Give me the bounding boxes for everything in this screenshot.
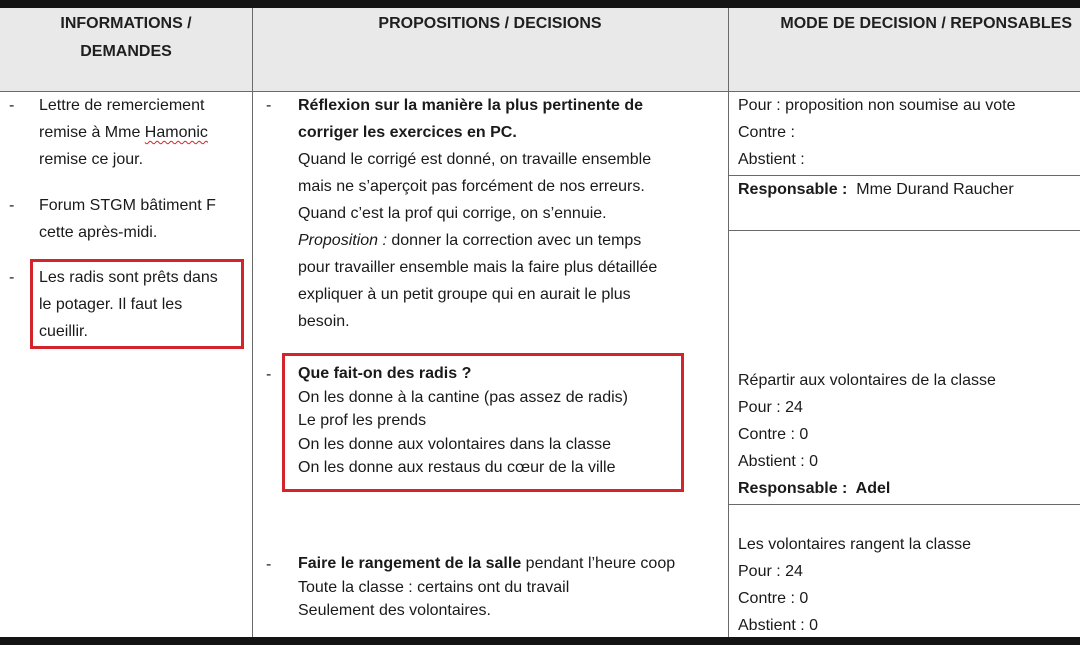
text-line: Lettre de remerciement <box>39 97 205 114</box>
info-item-forum <box>39 192 216 246</box>
vote-contre: Contre : <box>738 124 795 141</box>
text-line <box>298 227 657 254</box>
text-line: pour travailler ensemble mais la faire plus détaillée <box>298 259 658 276</box>
decision-text: Répartir aux volontaires de la classe <box>738 372 996 389</box>
text-line: On les donne aux restaus du cœur de la ville <box>298 459 616 476</box>
vote-abstient: Abstient : 0 <box>738 617 819 634</box>
column-divider <box>252 8 253 638</box>
bullet-dash: - <box>9 269 15 286</box>
vote-abstient: Abstient : <box>738 151 805 168</box>
proposal-title: corriger les exercices en PC. <box>298 124 517 141</box>
decision-text: Les volontaires rangent la classe <box>738 536 972 553</box>
header-propositions: PROPOSITIONS / DECISIONS <box>378 15 602 32</box>
vote-contre: Contre : 0 <box>738 426 809 443</box>
vote-pour: Pour : 24 <box>738 563 803 580</box>
text-line: le potager. Il faut les <box>39 296 183 313</box>
text-segment: pendant l’heure coop <box>521 555 676 572</box>
decision-responsable <box>738 176 1014 203</box>
text-line: Le prof les prends <box>298 412 427 429</box>
text-line: On les donne aux volontaires dans la classe <box>298 435 612 453</box>
top-border-bar <box>0 0 1080 8</box>
proposal-title: Réflexion sur la manière la plus pertinente de <box>298 97 643 114</box>
text-line: Quand c’est la prof qui corrige, on s’ennuie. <box>298 205 607 222</box>
spellcheck-word: Hamonic <box>144 124 208 141</box>
highlight-box-radis-info <box>30 259 244 349</box>
info-item-remerciement <box>39 92 208 173</box>
responsable-name: Mme Durand Raucher <box>847 181 1014 198</box>
responsable-label: Responsable : <box>738 480 848 497</box>
vote-pour: Pour : 24 <box>738 399 803 416</box>
vote-abstient: Abstient : 0 <box>738 453 819 470</box>
text-line: Quand le corrigé est donné, on travaille ensemble <box>298 151 652 168</box>
column-divider <box>728 8 729 638</box>
text-segment: donner la correction avec un temps <box>386 232 642 249</box>
proposition-label: Proposition : <box>298 232 387 249</box>
text-line: Toute la classe : certains ont du travail <box>298 578 570 596</box>
bullet-dash: - <box>9 97 15 114</box>
decision-rangement <box>738 531 971 639</box>
bottom-border-bar <box>0 637 1080 645</box>
proposal-title: Que fait-on des radis ? <box>298 365 472 382</box>
vote-pour: Pour : proposition non soumise au vote <box>738 97 1016 114</box>
cell-divider <box>728 504 1080 505</box>
responsable-label: Responsable : <box>738 181 848 198</box>
decision-correction-pc <box>738 92 1016 173</box>
text-line: Les radis sont prêts dans <box>39 269 218 286</box>
text-line <box>39 119 208 146</box>
responsable-line <box>738 475 996 502</box>
text-line: On les donne à la cantine (pas assez de radis) <box>298 388 628 406</box>
header-mode-decision: MODE DE DECISION / REPONSABLES <box>780 15 1072 32</box>
bullet-dash: - <box>266 556 272 573</box>
header-informations <box>0 10 252 66</box>
header-line: INFORMATIONS / <box>60 15 192 32</box>
header-line: DEMANDES <box>80 43 172 60</box>
highlight-box-radis-proposal <box>282 353 684 492</box>
decision-radis <box>738 367 996 502</box>
proposal-correction-pc <box>298 92 657 335</box>
text-line: Seulement des volontaires. <box>298 602 491 619</box>
text-line: cette après-midi. <box>39 224 158 241</box>
bullet-dash: - <box>266 366 272 383</box>
proposal-rangement <box>298 552 675 623</box>
text-line: expliquer à un petit groupe qui en aurait le plus <box>298 286 631 303</box>
text-line <box>298 552 675 576</box>
text-line: besoin. <box>298 313 350 330</box>
cell-divider <box>728 230 1080 231</box>
proposal-title: Faire le rangement de la salle <box>298 555 522 572</box>
bullet-dash: - <box>266 97 272 114</box>
vote-contre: Contre : 0 <box>738 590 809 607</box>
bullet-dash: - <box>9 197 15 214</box>
text-line: remise ce jour. <box>39 151 144 168</box>
text-line: mais ne s’aperçoit pas forcément de nos erreurs. <box>298 178 645 195</box>
text-segment: remise à Mme <box>39 124 145 141</box>
text-line: cueillir. <box>39 323 88 340</box>
text-line: Forum STGM bâtiment F <box>39 197 216 214</box>
responsable-name: Adel <box>847 480 891 497</box>
